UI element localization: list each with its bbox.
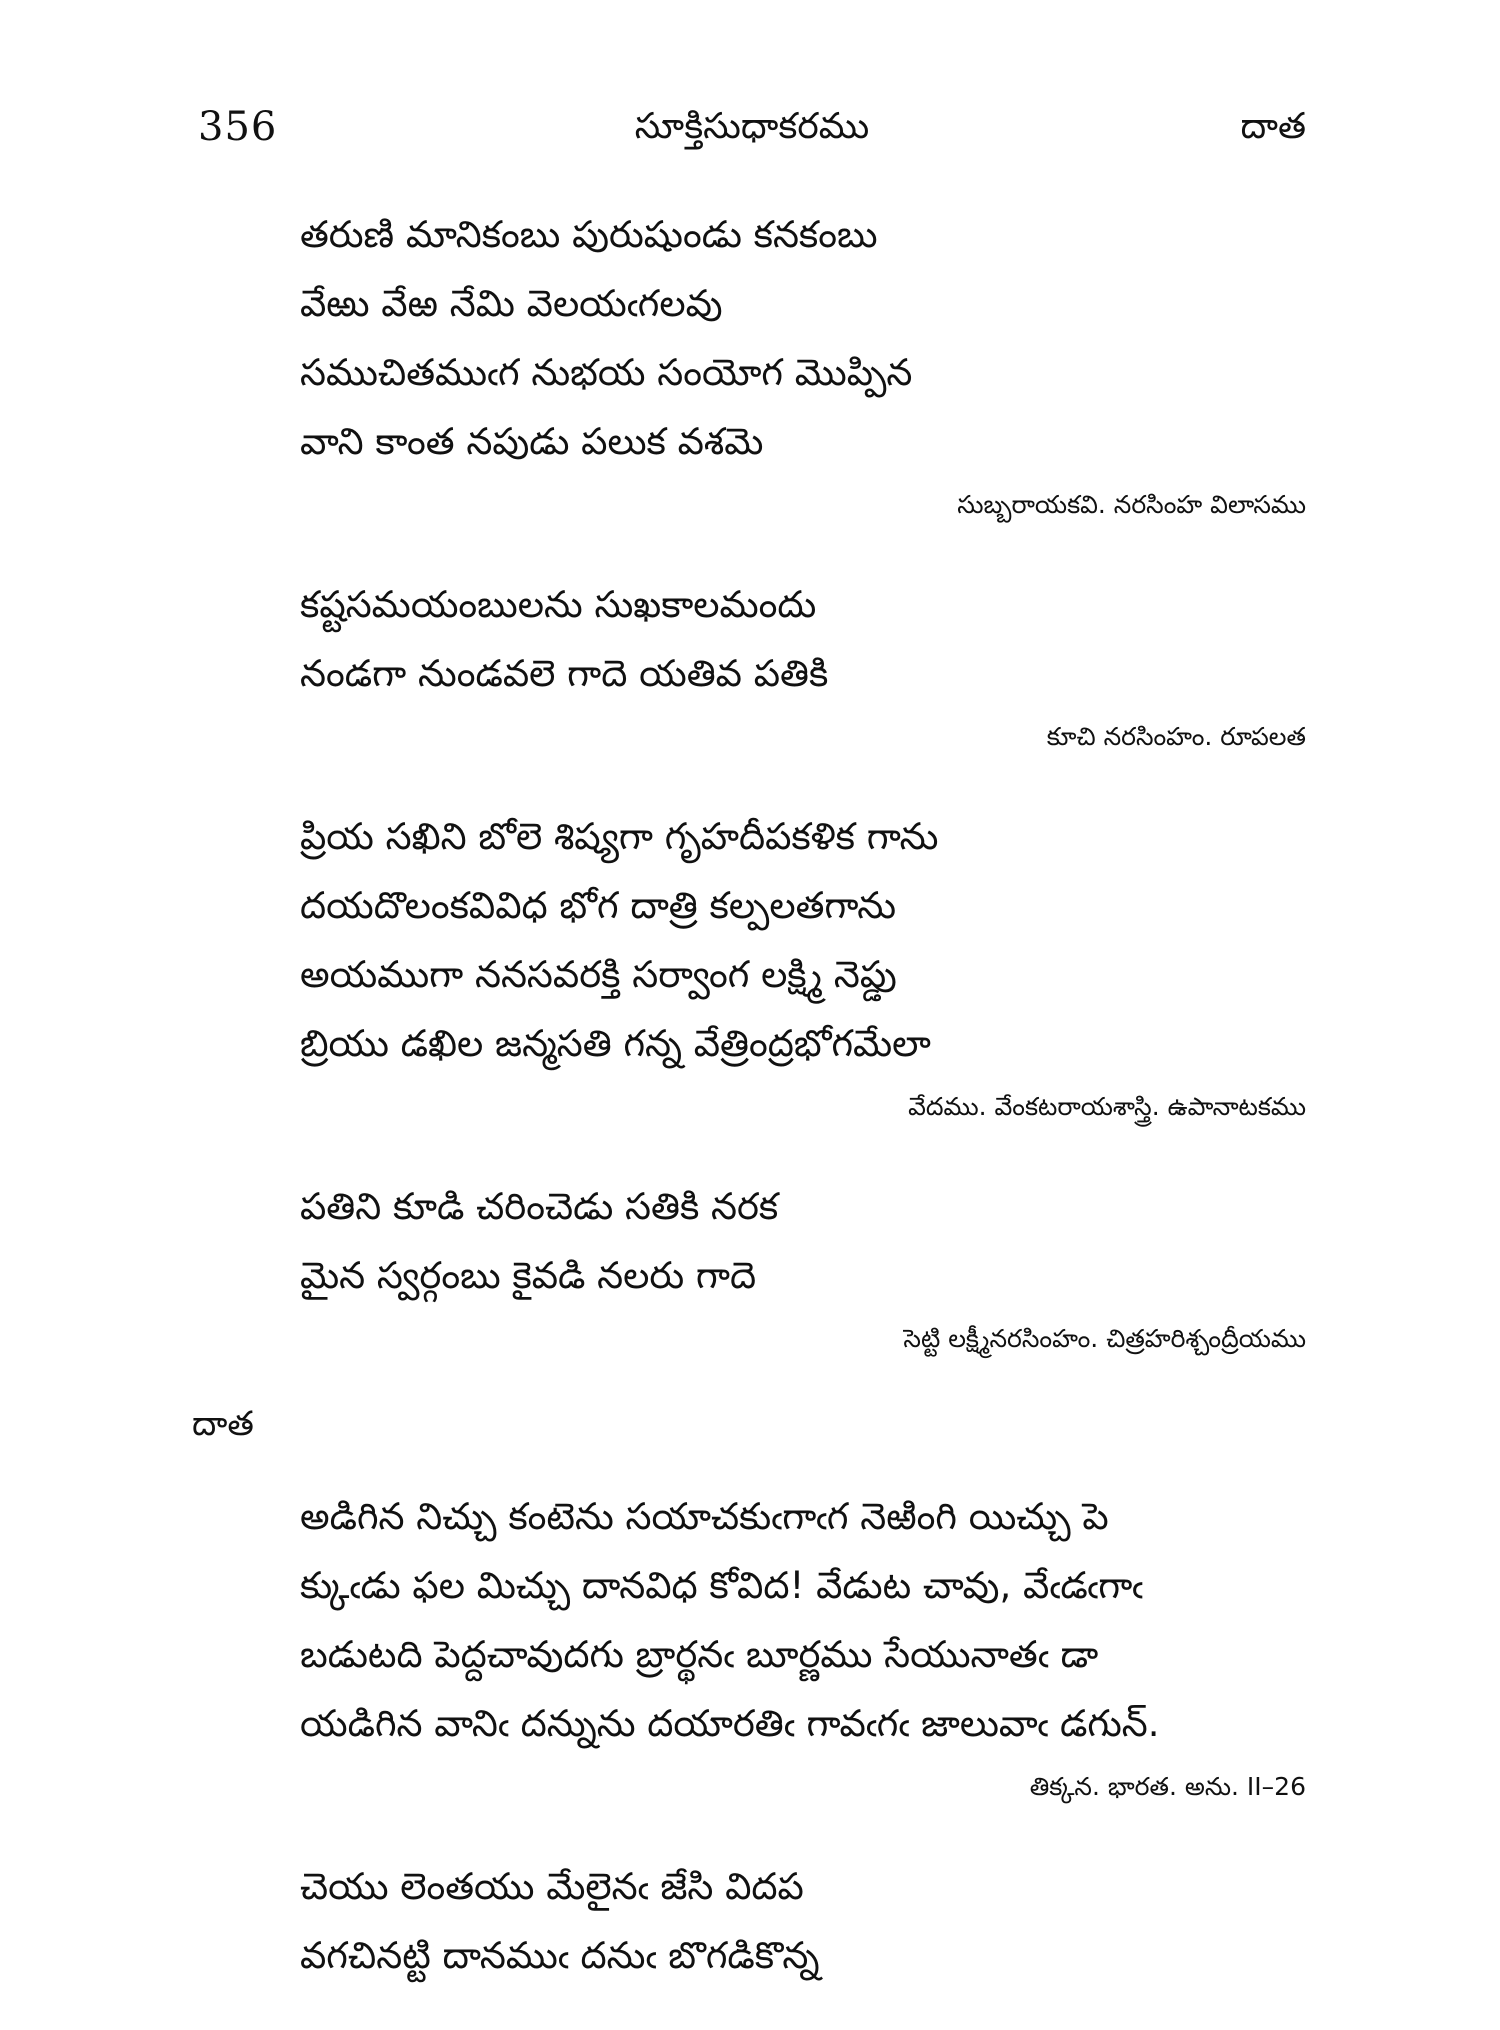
poem-attribution: కూచి నరసింహం. రూపలత	[1046, 722, 1306, 751]
verse-line: ప్రియ సఖిని బోలె శిష్యగా గృహదీపకళిక గాను	[300, 815, 939, 858]
poem-list	[192, 200, 1306, 2030]
verse-line: వేఱు వేఱ నేమి వెలయఁగలవు	[300, 282, 723, 325]
poem	[300, 570, 1306, 762]
verse-line: బ్రియు డఖిల జన్మసతి గన్న వేత్రింద్రభోగమేలా	[300, 1022, 931, 1065]
running-title: సూక్తిసుధాకరము	[634, 106, 870, 147]
verse-line: వగచినట్టి దానముఁ దనుఁ బొగడికొన్న	[300, 1934, 820, 1977]
verse-line: వాని కాంత నపుడు పలుక వశమె	[300, 420, 764, 463]
verse-line: నండగా నుండవలె గాదె యతివ పతికి	[300, 652, 829, 695]
verse-line: క్కుఁడు ఫల మిచ్చు దానవిధ కోవిద! వేడుట చావు, వేఁడఁగాఁ	[300, 1564, 1143, 1607]
verse-line: యడిగిన వానిఁ దన్నును దయారతిఁ గావఁగఁ జాలువాఁ డగున్.	[300, 1702, 1160, 1745]
poem	[300, 802, 1306, 1132]
poem	[300, 200, 1306, 530]
verse-line: బడుటది పెద్దచావుదగు బ్రార్థనఁ బూర్ణము సేయునాతఁ డా	[300, 1633, 1099, 1676]
poem	[300, 1482, 1306, 1812]
page-number: 356	[198, 104, 278, 150]
verse-line: చెయు లెంతయు మేలైనఁ జేసి విదప	[300, 1865, 804, 1908]
poem	[300, 1852, 1306, 1990]
section-header-label: దాత	[1240, 106, 1306, 147]
verse-line: అడిగిన నిచ్చు కంటెను సయాచకుఁగాఁగ నెఱింగి యిచ్చు పె	[300, 1495, 1109, 1538]
poem-attribution: తిక్కన. భారత. అను. II–26	[1029, 1772, 1306, 1801]
page-header	[198, 100, 1306, 160]
verse-line: పతిని కూడి చరించెడు సతికి నరక	[300, 1185, 779, 1228]
section-title: దాత	[192, 1404, 254, 1444]
verse-line: దయదొలంకవివిధ భోగ దాత్రి కల్పలతగాను	[300, 884, 897, 927]
verse-line: కష్టసమయంబులను సుఖకాలమందు	[300, 583, 817, 626]
verse-line: అయముగా ననసవరక్తి సర్వాంగ లక్ష్మి నెప్డు	[300, 953, 897, 996]
poem-attribution: వేదము. వేంకటరాయశాస్త్రి. ఉపానాటకము	[908, 1092, 1306, 1121]
verse-line: తరుణి మానికంబు పురుషుండు కనకంబు	[300, 213, 878, 256]
poem-attribution: సెట్టి లక్ష్మీనరసింహం. చిత్రహరిశ్చంద్రీయము	[903, 1324, 1306, 1353]
verse-line: సముచితముఁగ నుభయ సంయోగ మొప్పిన	[300, 351, 913, 394]
poem-attribution: సుబ్బరాయకవి. నరసింహ విలాసము	[957, 490, 1306, 519]
poem	[300, 1172, 1306, 1364]
verse-line: మైన స్వర్గంబు కైవడి నలరు గాదె	[300, 1254, 757, 1297]
